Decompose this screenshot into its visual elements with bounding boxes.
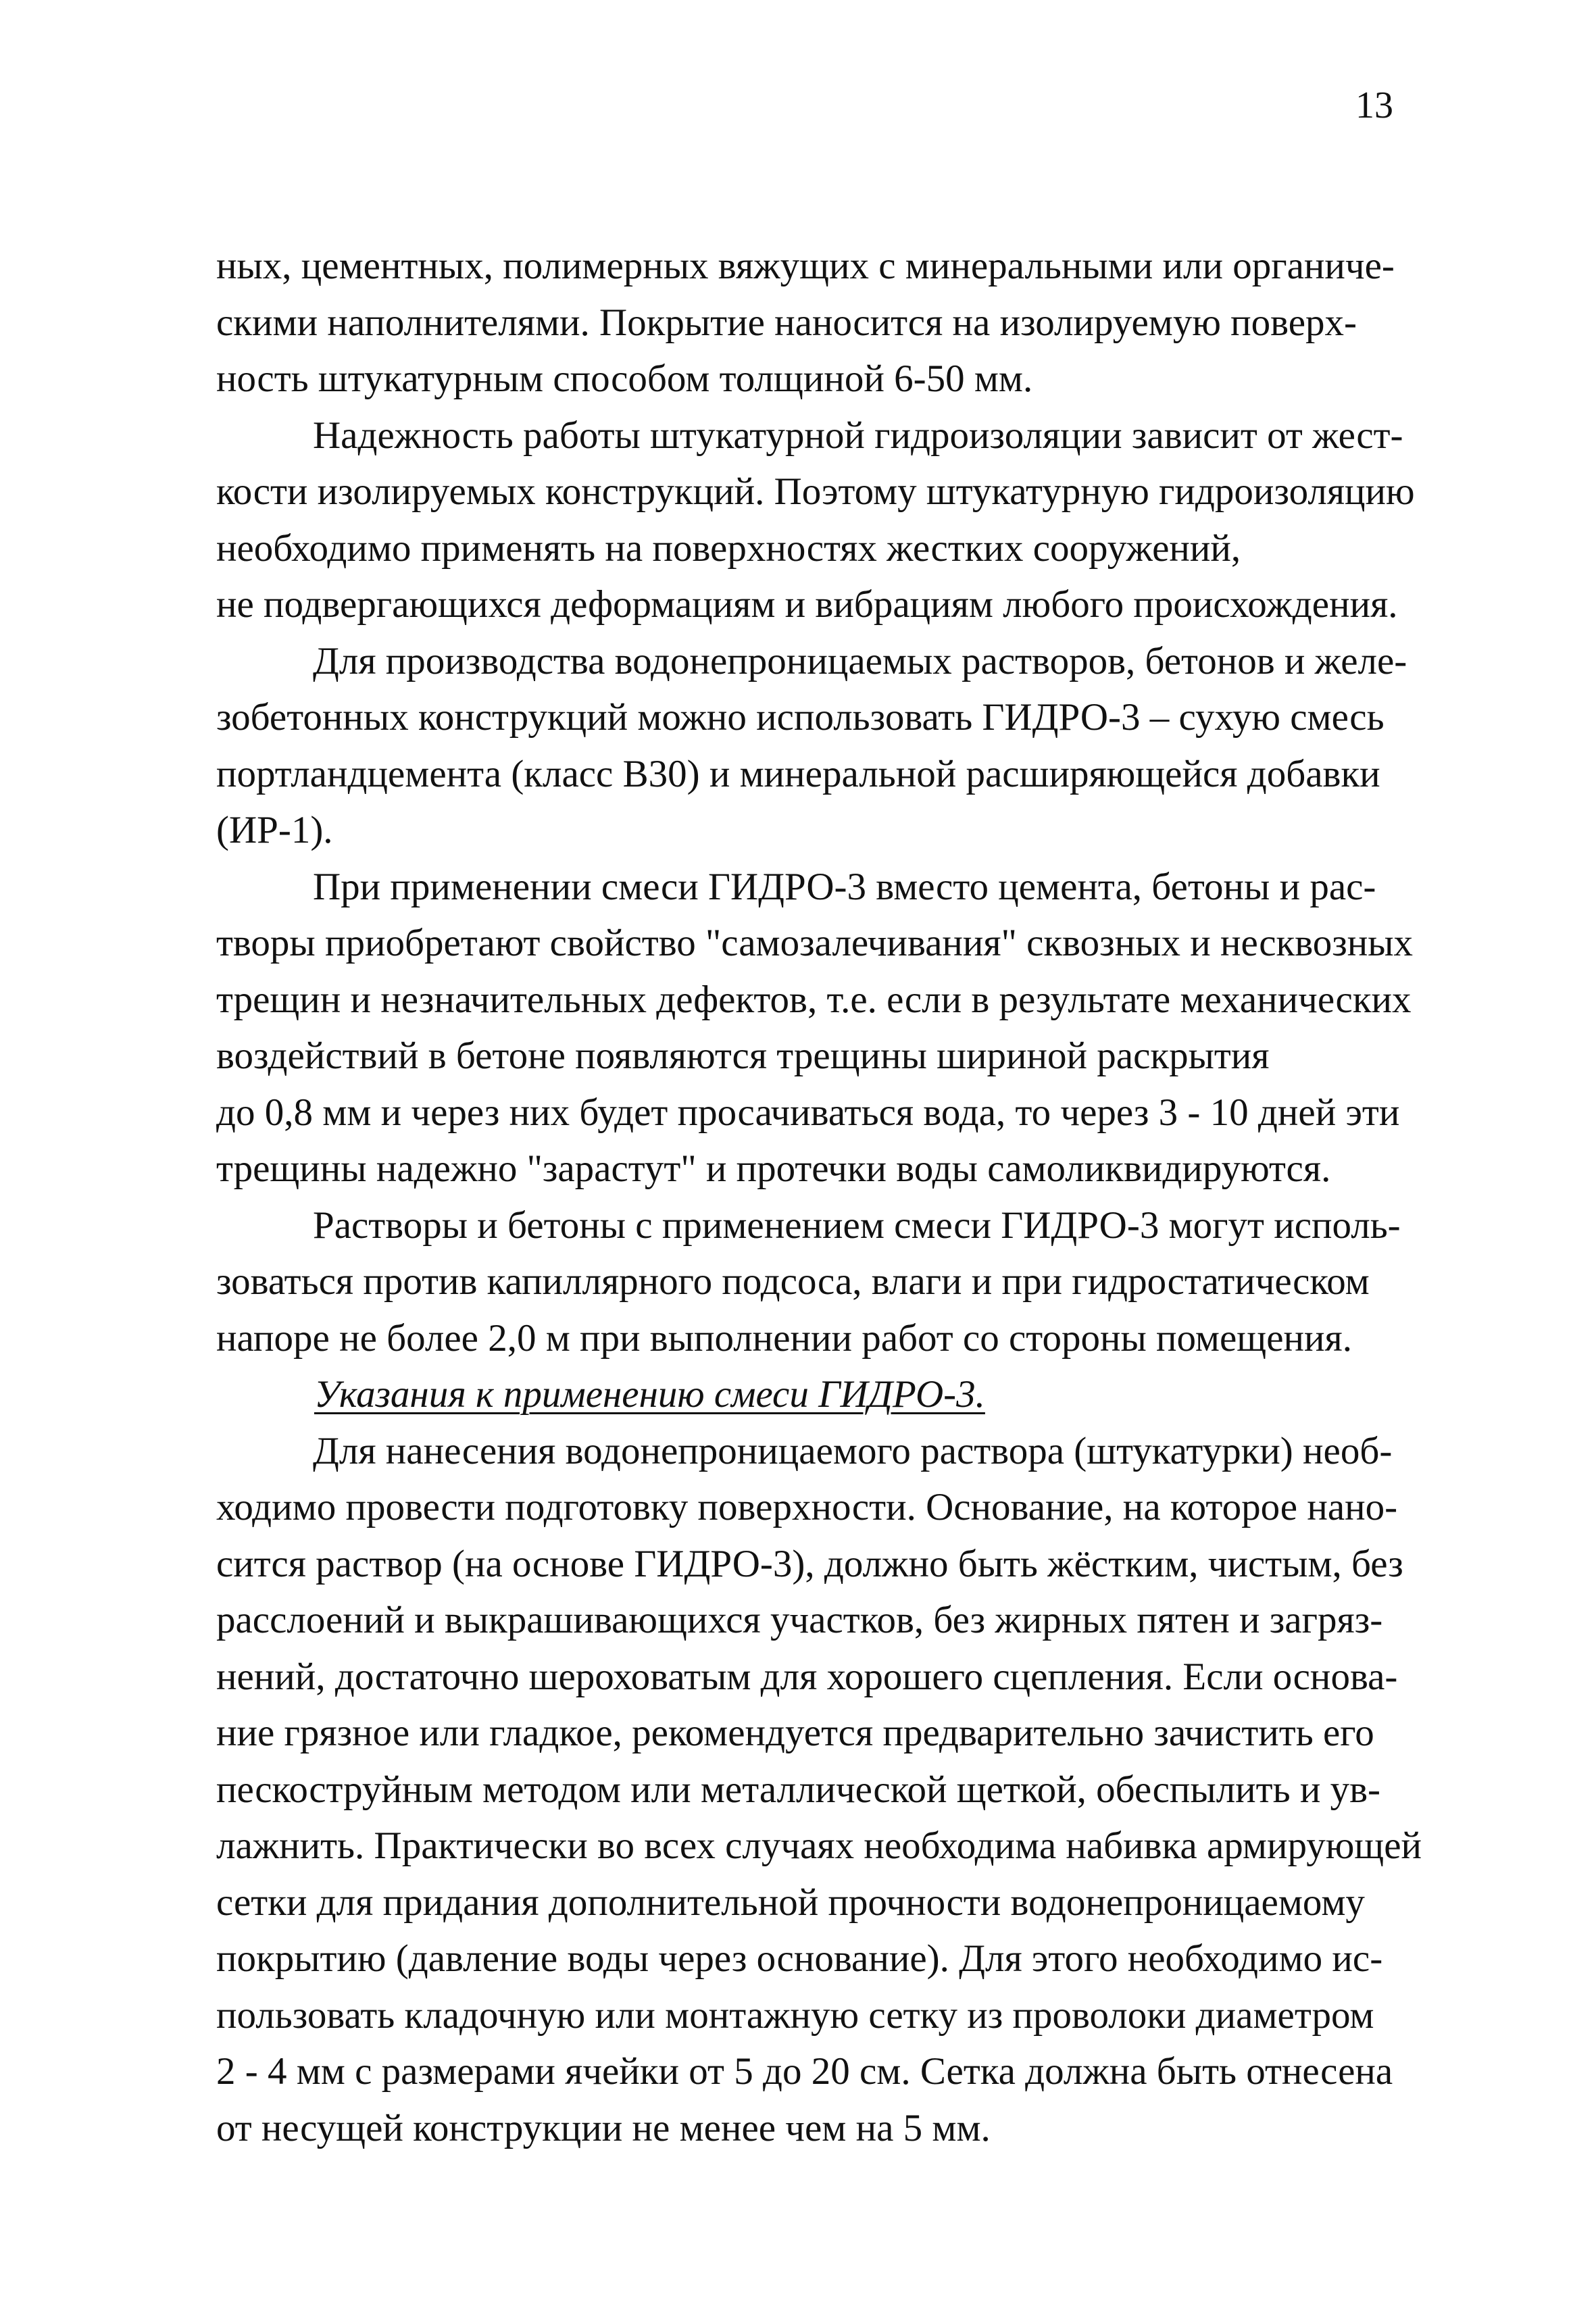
- paragraph-2: [216, 407, 1415, 633]
- paragraph-4: [216, 859, 1414, 1197]
- text-line: зоваться против капиллярного подсоса, влаги и при гидростатическом: [216, 1260, 1370, 1303]
- text-line: 2 - 4 мм с размерами ячейки от 5 до 20 см. Сетка должна быть отнесена: [216, 2050, 1393, 2093]
- text-line: скими наполнителями. Покрытие наносится на изолируемую поверх-: [216, 301, 1357, 344]
- paragraph-3: [216, 633, 1405, 859]
- text-line: воздействий в бетоне появляются трещины шириной раскрытия: [216, 1035, 1270, 1077]
- text-line: трещины надежно "зарастут" и протечки воды самоликвидируются.: [216, 1147, 1331, 1190]
- text-line: творы приобретают свойство "самозалечивания" сквозных и несквозных: [216, 922, 1414, 964]
- text-line: ходимо провести подготовку поверхности. Основание, на которое нано-: [216, 1486, 1398, 1528]
- text-line: не подвергающихся деформациям и вибрациям любого происхождения.: [216, 583, 1398, 626]
- document-body: [216, 238, 1422, 2156]
- text-line: При применении смеси ГИДРО-3 вместо цемента, бетоны и рас-: [313, 865, 1376, 908]
- section-heading: Указания к применению смеси ГИДРО-3.: [314, 1373, 985, 1416]
- text-line: (ИР-1).: [216, 809, 333, 851]
- text-line: лажнить. Практически во всех случаях необходима набивка армирующей: [216, 1824, 1422, 1867]
- text-line: ность штукатурным способом толщиной 6-50 мм.: [216, 357, 1033, 400]
- text-line: Для производства водонепроницаемых растворов, бетонов и желе-: [313, 639, 1407, 682]
- text-line: расслоений и выкрашивающихся участков, без жирных пятен и загряз-: [216, 1599, 1383, 1641]
- text-line: пользовать кладочную или монтажную сетку из проволоки диаметром: [216, 1993, 1374, 2037]
- text-line: сится раствор (на основе ГИДРО-3), должно быть жёстким, чистым, без: [216, 1542, 1403, 1585]
- text-line: ных, цементных, полимерных вяжущих с минеральными или органиче-: [216, 245, 1395, 287]
- text-line: зобетонных конструкций можно использовать ГИДРО-3 – сухую смесь: [216, 696, 1385, 739]
- text-line: от несущей конструкции не менее чем на 5 мм.: [216, 2106, 991, 2149]
- text-line: нений, достаточно шероховатым для хорошего сцепления. Если основа-: [216, 1655, 1398, 1698]
- text-line: кости изолируемых конструкций. Поэтому штукатурную гидроизоляцию: [216, 470, 1415, 513]
- text-line: до 0,8 мм и через них будет просачиваться вода, то через 3 - 10 дней эти: [216, 1091, 1400, 1134]
- text-line: покрытию (давление воды через основание). Для этого необходимо ис-: [216, 1937, 1383, 1980]
- paragraph-6: [216, 1423, 1422, 2157]
- text-line: Надежность работы штукатурной гидроизоляции зависит от жест-: [313, 414, 1403, 457]
- text-line: напоре не более 2,0 м при выполнении работ со стороны помещения.: [216, 1316, 1352, 1360]
- text-line: трещин и незначительных дефектов, т.е. если в результате механических: [216, 978, 1412, 1021]
- text-line: ние грязное или гладкое, рекомендуется предварительно зачистить его: [216, 1712, 1374, 1754]
- paragraph-5: [216, 1197, 1405, 1367]
- text-line: необходимо применять на поверхностях жестких сооружений,: [216, 526, 1241, 570]
- text-line: Для нанесения водонепроницаемого раствора (штукатурки) необ-: [313, 1429, 1393, 1472]
- page-number: 13: [1355, 84, 1393, 126]
- paragraph-1: [216, 238, 1405, 407]
- text-line: Растворы и бетоны с применением смеси ГИДРО-3 могут исполь-: [313, 1203, 1401, 1247]
- text-line: сетки для придания дополнительной прочности водонепроницаемому: [216, 1881, 1365, 1924]
- text-line: пескоструйным методом или металлической щеткой, обеспылить и ув-: [216, 1768, 1380, 1811]
- text-line: портландцемента (класс В30) и минеральной расширяющейся добавки: [216, 752, 1380, 795]
